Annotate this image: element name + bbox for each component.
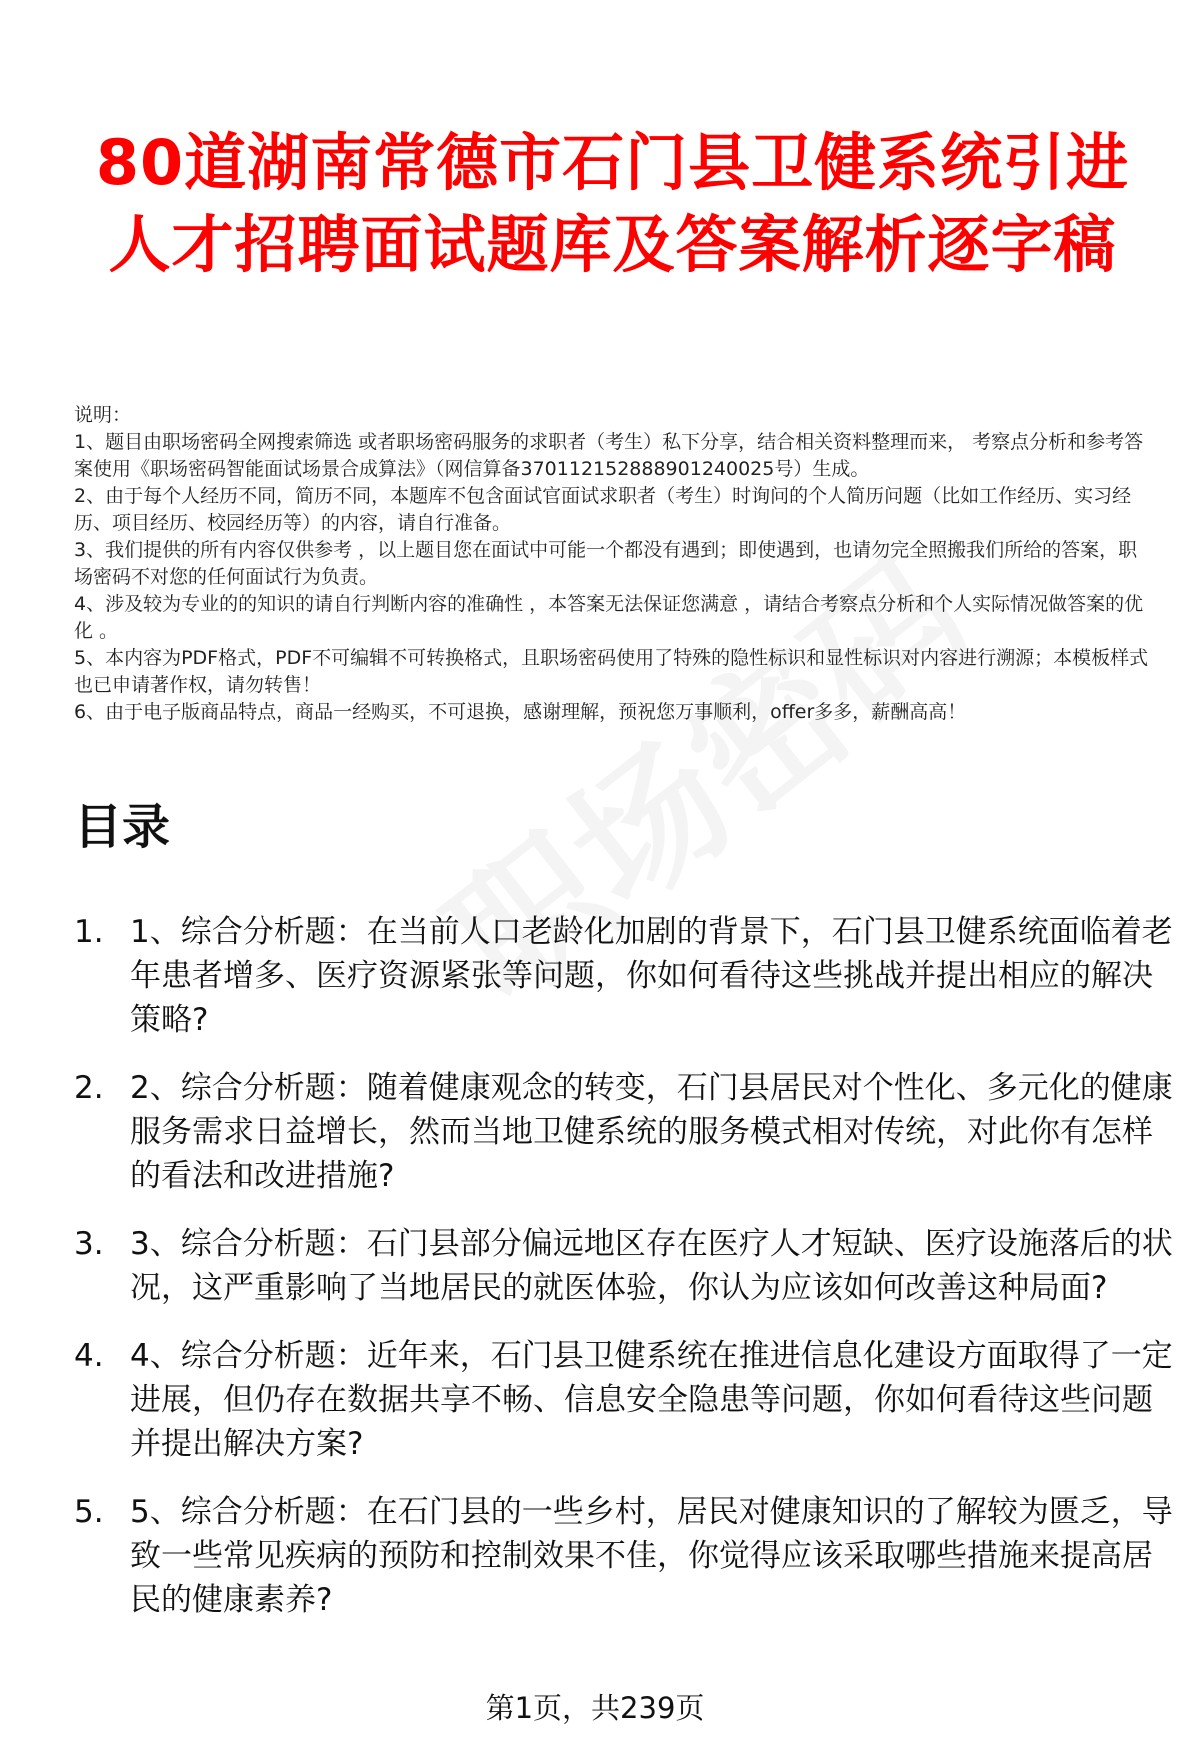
toc-item-number: 2. bbox=[74, 1070, 104, 1106]
toc-item-number: 5. bbox=[74, 1494, 104, 1530]
toc-list bbox=[74, 910, 1174, 1646]
toc-item[interactable] bbox=[74, 1334, 1174, 1466]
note-item: 1、题目由职场密码全网搜索筛选 或者职场密码服务的求职者（考生）私下分享，结合相关资料整理而来， 考察点分析和参考答案使用《职场密码智能面试场景合成算法》（网信算备370112152888901240025号）生成。 bbox=[74, 431, 1144, 480]
document-title: 80道湖南常德市石门县卫健系统引进人才招聘面试题库及答案解析逐字稿 bbox=[95, 126, 1130, 281]
toc-item-text: 4、综合分析题：近年来，石门县卫健系统在推进信息化建设方面取得了一定进展，但仍存在数据共享不畅、信息安全隐患等问题，你如何看待这些问题并提出解决方案? bbox=[130, 1338, 1173, 1462]
toc-item-text: 2、综合分析题：随着健康观念的转变，石门县居民对个性化、多元化的健康服务需求日益增长，然而当地卫健系统的服务模式相对传统，对此你有怎样的看法和改进措施? bbox=[130, 1070, 1173, 1194]
toc-item[interactable] bbox=[74, 1222, 1174, 1310]
toc-item-number: 1. bbox=[74, 914, 104, 950]
note-item: 2、由于每个人经历不同，简历不同，本题库不包含面试官面试求职者（考生）时询问的个人简历问题（比如工作经历、实习经历、项目经历、校园经历等）的内容，请自行准备。 bbox=[74, 485, 1132, 534]
notes-section bbox=[74, 402, 1154, 726]
page-footer: 第1页，共239页 bbox=[485, 1691, 705, 1725]
toc-item[interactable] bbox=[74, 1066, 1174, 1198]
toc-item-number: 3. bbox=[74, 1226, 104, 1262]
toc-heading: 目录 bbox=[74, 799, 171, 855]
note-item: 6、由于电子版商品特点，商品一经购买，不可退换，感谢理解，预祝您万事顺利，offer多多，薪酬高高！ bbox=[74, 701, 967, 723]
note-item: 3、我们提供的所有内容仅供参考 ，以上题目您在面试中可能一个都没有遇到；即使遇到，也请勿完全照搬我们所给的答案，职场密码不对您的任何面试行为负责。 bbox=[74, 539, 1138, 588]
note-item: 5、本内容为PDF格式，PDF不可编辑不可转换格式，且职场密码使用了特殊的隐性标识和显性标识对内容进行溯源；本模板样式也已申请著作权，请勿转售！ bbox=[74, 647, 1149, 696]
note-item: 4、涉及较为专业的的知识的请自行判断内容的准确性 ，本答案无法保证您满意 ，请结合考察点分析和个人实际情况做答案的优化 。 bbox=[74, 593, 1144, 642]
toc-item-number: 4. bbox=[74, 1338, 104, 1374]
toc-item-text: 5、综合分析题：在石门县的一些乡村，居民对健康知识的了解较为匮乏，导致一些常见疾病的预防和控制效果不佳，你觉得应该采取哪些措施来提高居民的健康素养? bbox=[130, 1494, 1173, 1618]
notes-heading: 说明： bbox=[74, 404, 132, 426]
toc-item-text: 3、综合分析题：石门县部分偏远地区存在医疗人才短缺、医疗设施落后的状况，这严重影响了当地居民的就医体验，你认为应该如何改善这种局面? bbox=[130, 1226, 1173, 1306]
toc-item-text: 1、综合分析题：在当前人口老龄化加剧的背景下，石门县卫健系统面临着老年患者增多、医疗资源紧张等问题，你如何看待这些挑战并提出相应的解决策略? bbox=[130, 914, 1173, 1038]
toc-item[interactable] bbox=[74, 910, 1174, 1042]
toc-item[interactable] bbox=[74, 1490, 1174, 1622]
